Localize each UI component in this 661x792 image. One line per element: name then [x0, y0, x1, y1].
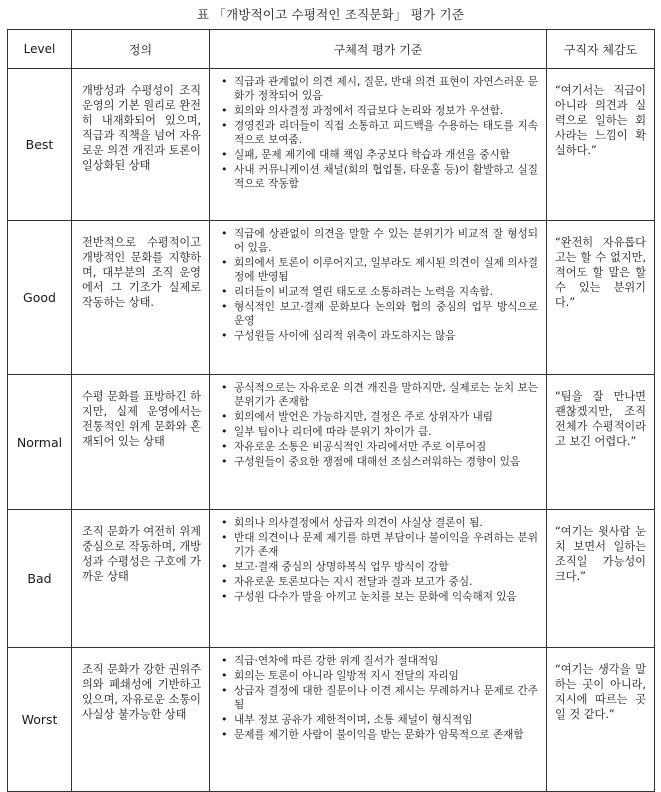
criteria-list: [214, 227, 538, 343]
table-caption: 표 「개방적이고 수평적인 조직문화」 평가 기준: [196, 7, 465, 22]
table-row: [8, 221, 655, 375]
definition-cell: 개방성과 수평성이 조직 운영의 기본 원리로 완전히 내재화되어 있으며, 직급과 직책을 넘어 자유로운 의견 개진과 토론이 일상화된 상태: [72, 69, 210, 221]
criteria-item: • 공식적으로는 자유로운 의견 개진을 말하지만, 실제로는 눈치 보는 분위기가 존재함: [234, 381, 538, 409]
perception-cell: “팀을 잘 만나면 괜찮겠지만, 조직 전체가 수평적이라고 보긴 어렵다.”: [547, 375, 655, 510]
level-cell: Worst: [8, 648, 72, 792]
definition-cell: 전반적으로 수평적이고 개방적인 문화를 지향하며, 대부분의 조직 운영에서 그 기조가 실제로 작동하는 상태.: [72, 221, 210, 375]
criteria-item: • 자유로운 소통은 비공식적인 자리에서만 주로 이루어짐: [234, 440, 538, 454]
criteria-item: • 보고·결재 중심의 상명하복식 업무 방식이 강함: [234, 560, 538, 574]
level-cell: Best: [8, 69, 72, 221]
criteria-item: • 반대 의견이나 문제 제기를 하면 부담이나 불이익을 우려하는 분위기가 존재: [234, 531, 538, 559]
criteria-cell: [210, 221, 547, 375]
criteria-item: • 구성원들 사이에 심리적 위축이 과도하지는 않음: [234, 329, 538, 343]
criteria-item: • 구성원들이 중요한 쟁점에 대해선 조심스러워하는 경향이 있음: [234, 455, 538, 469]
criteria-item: • 회의에서 발언은 가능하지만, 결정은 주로 상위자가 내림: [234, 410, 538, 424]
header-definition: 정의: [72, 30, 210, 69]
level-cell: Bad: [8, 510, 72, 648]
criteria-item: • 실패, 문제 제기에 대해 책임 추궁보다 학습과 개선을 중시함: [234, 148, 538, 162]
criteria-cell: [210, 375, 547, 510]
criteria-item: • 경영진과 리더들이 직접 소통하고 피드백을 수용하는 태도를 지속적으로 보여줌.: [234, 119, 538, 147]
level-cell: Normal: [8, 375, 72, 510]
criteria-list: [214, 654, 538, 742]
level-cell: Good: [8, 221, 72, 375]
criteria-item: • 리더들이 비교적 열린 태도로 소통하려는 노력을 지속함.: [234, 285, 538, 299]
criteria-item: • 내부 정보 공유가 제한적이며, 소통 채널이 형식적임: [234, 713, 538, 727]
criteria-item: • 사내 커뮤니케이션 채널(회의 협업툴, 타운홀 등)이 활발하고 실질적으로 작동함: [234, 163, 538, 191]
definition-cell: 수평 문화를 표방하긴 하지만, 실제 운영에서는 전통적인 위계 문화와 혼재되어 있는 상태: [72, 375, 210, 510]
criteria-list: [214, 75, 538, 191]
perception-cell: “여기는 생각을 말하는 곳이 아니라, 지시에 따르는 곳일 것 같다.”: [547, 648, 655, 792]
criteria-list: [214, 516, 538, 604]
table-row: [8, 375, 655, 510]
criteria-item: • 구성원 다수가 말을 아끼고 눈치를 보는 문화에 익숙해져 있음: [234, 590, 538, 604]
evaluation-table: [7, 29, 655, 792]
table-row: [8, 69, 655, 221]
criteria-list: [214, 381, 538, 469]
criteria-item: • 일부 팀이나 리더에 따라 분위기 차이가 큼.: [234, 425, 538, 439]
criteria-item: • 직급과 관계없이 의견 제시, 질문, 반대 의견 표현이 자연스러운 문화가 정착되어 있음: [234, 75, 538, 103]
header-perception: 구직자 체감도: [547, 30, 655, 69]
criteria-item: • 회의나 의사결정에서 상급자 의견이 사실상 결론이 됨.: [234, 516, 538, 530]
perception-cell: “완전히 자유롭다고는 할 수 없지만, 적어도 할 말은 할 수 있는 분위기다.”: [547, 221, 655, 375]
criteria-cell: [210, 510, 547, 648]
perception-cell: “여기서는 직급이 아니라 의견과 실력으로 일하는 회사라는 느낌이 확실하다.”: [547, 69, 655, 221]
criteria-cell: [210, 69, 547, 221]
criteria-item: • 직급에 상관없이 의견을 말할 수 있는 분위기가 비교적 잘 형성되어 있음.: [234, 227, 538, 255]
criteria-item: • 직급·연차에 따른 강한 위계 질서가 절대적임: [234, 654, 538, 668]
header-criteria: 구체적 평가 기준: [210, 30, 547, 69]
criteria-item: • 형식적인 보고·결재 문화보다 논의와 협의 중심의 업무 방식으로 운영: [234, 300, 538, 328]
criteria-item: • 자유로운 토론보다는 지시 전달과 결과 보고가 중심.: [234, 575, 538, 589]
header-row: [8, 30, 655, 69]
definition-cell: 조직 문화가 강한 권위주의와 폐쇄성에 기반하고 있으며, 자유로운 소통이 사실상 불가능한 상태: [72, 648, 210, 792]
criteria-item: • 회의는 토론이 아니라 일방적 지시 전달의 자리임: [234, 669, 538, 683]
definition-cell: 조직 문화가 여전히 위계 중심으로 작동하며, 개방성과 수평성은 구호에 가까운 상태: [72, 510, 210, 648]
criteria-item: • 문제를 제기한 사람이 불이익을 받는 문화가 암묵적으로 존재함: [234, 728, 538, 742]
criteria-item: • 회의에서 토론이 이루어지고, 일부라도 제시된 의견이 실제 의사결정에 반영됨: [234, 256, 538, 284]
table-row: [8, 510, 655, 648]
criteria-item: • 상급자 결정에 대한 질문이나 이견 제시는 무례하거나 문제로 간주됨: [234, 684, 538, 712]
criteria-item: • 회의와 의사결정 과정에서 직급보다 논리와 정보가 우선함.: [234, 104, 538, 118]
header-level: Level: [8, 30, 72, 69]
perception-cell: “여기는 윗사람 눈치 보면서 일하는 조직일 가능성이 크다.”: [547, 510, 655, 648]
